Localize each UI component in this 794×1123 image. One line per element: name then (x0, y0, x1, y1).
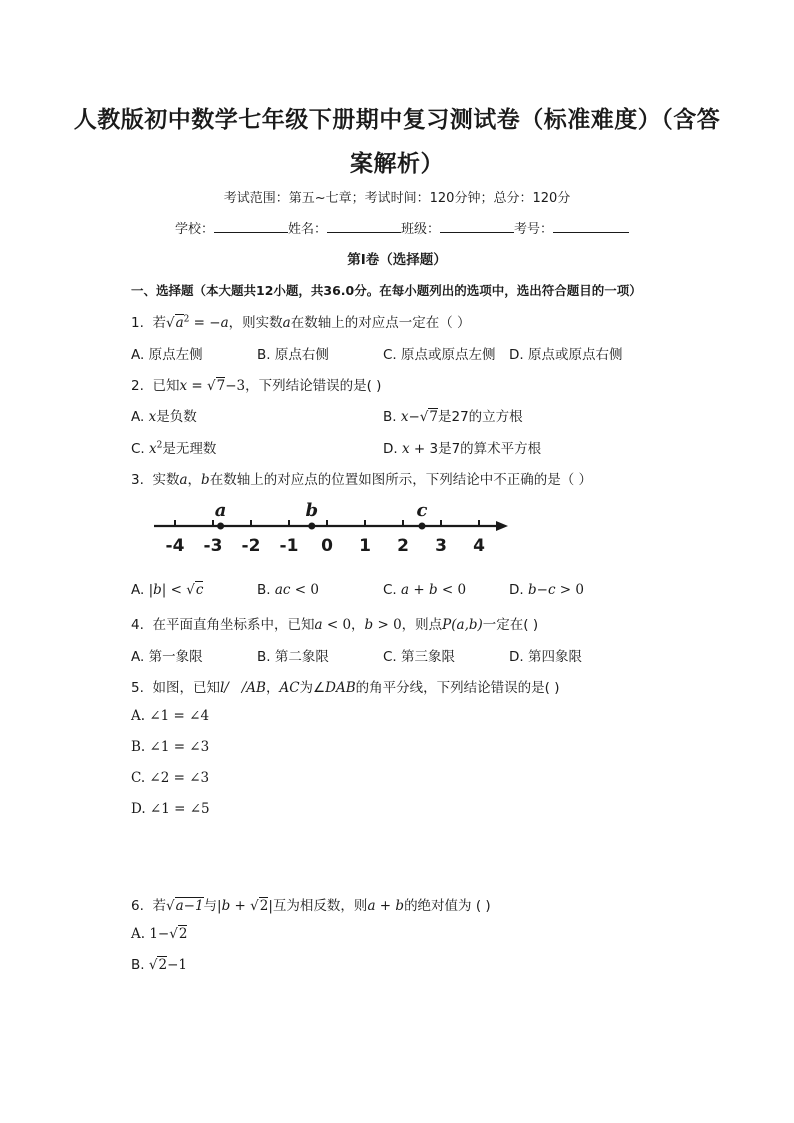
option-minus: − (536, 582, 548, 598)
q4-option-b[interactable]: B. 第二象限 (257, 649, 329, 665)
q1-var: a (282, 315, 291, 331)
option-letter: D. (383, 441, 402, 457)
option-radicand: 7 (429, 409, 438, 425)
q3-option-b[interactable] (257, 582, 319, 598)
q4-coord: (a,b) (451, 617, 483, 633)
q5-var: l/ (219, 680, 229, 696)
q4-var: b (364, 617, 374, 633)
option-letter: B. (383, 409, 401, 425)
q3-text: 实数 (152, 472, 180, 488)
option-exponent: 2 (156, 440, 163, 451)
number-label: 考号： (514, 222, 554, 237)
option-plus: + (409, 582, 429, 598)
student-info-fields (175, 218, 629, 237)
number-line-tick-label: 0 (321, 536, 333, 556)
q1-option-d[interactable]: D. 原点或原点右侧 (509, 347, 623, 363)
q2-minus: −3 (225, 378, 246, 394)
option-compare: | < (161, 582, 187, 598)
number-line-tick-label: -4 (165, 536, 185, 556)
question-2: 2. 已知x = √7−3，下列结论错误的是( ) (131, 378, 382, 394)
q1-option-a[interactable]: A. 原点左侧 (131, 347, 203, 363)
q4-option-a[interactable]: A. 第一象限 (131, 649, 203, 665)
option-text: + 3是7的算术平方根 (409, 441, 542, 457)
number-line-point-label: c (416, 500, 428, 521)
option-text: 是27的立方根 (438, 409, 523, 425)
q5-var: /AB (241, 680, 266, 696)
question-number: 4. (131, 617, 144, 633)
question-number: 5. (131, 680, 144, 696)
option-var: b (428, 582, 438, 598)
name-label: 姓名： (288, 222, 328, 237)
q1-text: 在数轴上的对应点一定在（ ） (290, 315, 471, 331)
q5-var: DAB (325, 680, 356, 696)
name-field[interactable] (327, 220, 401, 233)
q6-option-a[interactable]: A. 1−√2 (131, 926, 188, 942)
q6-var: b (395, 898, 405, 914)
option-compare: < 0 (437, 582, 467, 598)
q2-option-a[interactable] (131, 405, 197, 425)
question-4 (131, 613, 538, 633)
q1-text: 若 (152, 315, 166, 331)
option-var: ac (274, 582, 291, 598)
option-letter: A. (131, 409, 149, 425)
q4-option-c[interactable]: C. 第三象限 (383, 649, 456, 665)
q1-radicand: a (175, 315, 184, 331)
q6-radicand: a−1 (175, 898, 204, 914)
number-line-tick-label: 3 (435, 536, 447, 556)
arrow-right-icon (496, 521, 508, 531)
question-3 (131, 468, 592, 488)
q6-var: a (367, 898, 376, 914)
q1-equals: = − (189, 315, 221, 331)
option-compare: > 0 (555, 582, 584, 598)
number-line-tick-label: 2 (397, 536, 409, 556)
q5-option-d[interactable]: D. ∠1 = ∠5 (131, 801, 210, 817)
q5-option-b[interactable]: B. ∠1 = ∠3 (131, 739, 210, 755)
q6-radicand: 2 (259, 898, 269, 914)
number-line-point (308, 523, 315, 530)
q3-option-a[interactable]: A. |b| < √c (131, 582, 204, 598)
option-var: x (148, 409, 157, 425)
number-line-figure (150, 496, 520, 558)
option-letter: D. (509, 582, 528, 598)
q5-text: 的角平分线，下列结论错误的是( ) (355, 680, 560, 696)
number-line-point (217, 523, 224, 530)
q2-text: 已知 (152, 378, 180, 394)
question-6: 6. 若√a−1与|b + √2|互为相反数，则a + b的绝对值为 ( ) (131, 898, 491, 914)
number-line-tick-label: 4 (473, 536, 485, 556)
q6-text: 的绝对值为 ( ) (404, 898, 491, 914)
option-var: a (401, 582, 410, 598)
page-title-line1: 人教版初中数学七年级下册期中复习测试卷（标准难度）（含答 (73, 106, 721, 133)
option-letter: C. (383, 582, 402, 598)
question-5 (131, 676, 559, 696)
q1-text: ，则实数 (228, 315, 283, 331)
q6-plus: + (375, 898, 396, 914)
q2-option-c[interactable] (131, 437, 216, 457)
option-text: 是负数 (156, 409, 197, 425)
q4-text: 一定在( ) (482, 617, 539, 633)
option-letter: A. 1− (131, 926, 170, 942)
q4-text: 在平面直角坐标系中，已知 (152, 617, 315, 633)
part-heading: 一、选择题（本大题共12小题，共36.0分。在每小题列出的选项中，选出符合题目的一项） (131, 283, 642, 298)
number-line-point-label: a (214, 500, 227, 521)
q3-option-d[interactable] (509, 582, 584, 598)
q3-var: b (201, 472, 210, 488)
q6-text: 若 (152, 898, 166, 914)
q2-radicand: 7 (216, 378, 226, 394)
q3-text: 在数轴上的对应点的位置如图所示，下列结论中不正确的是（ ） (209, 472, 592, 488)
q6-text: |互为相反数，则 (268, 898, 368, 914)
q4-cond: > 0，则点 (373, 617, 443, 633)
number-line-point (419, 523, 426, 530)
question-number: 2. (131, 378, 144, 394)
q6-option-b[interactable]: B. √2−1 (131, 957, 187, 973)
number-line-tick-label: -1 (279, 536, 299, 556)
option-letter: B. (257, 582, 275, 598)
school-field[interactable] (214, 220, 288, 233)
option-minus: − (408, 409, 420, 425)
option-compare: < 0 (290, 582, 319, 598)
school-label: 学校： (175, 222, 215, 237)
q1-option-c[interactable]: C. 原点或原点左侧 (383, 347, 496, 363)
option-var: x (401, 441, 410, 457)
number-field[interactable] (553, 220, 629, 233)
q2-text: ，下列结论错误的是( ) (245, 378, 382, 394)
option-var: x (400, 409, 409, 425)
page-title-line2: 案解析） (350, 150, 444, 177)
class-field[interactable] (440, 220, 514, 233)
q1-var: a (220, 315, 229, 331)
q5-var: AC (279, 680, 300, 696)
option-text: 是无理数 (162, 441, 217, 457)
number-line-tick-label: 1 (359, 536, 371, 556)
option-radicand: 2 (178, 926, 188, 942)
q3-option-c[interactable] (383, 582, 466, 598)
q3-comma: ， (187, 472, 202, 488)
option-var: b (153, 582, 162, 598)
q2-var: x (179, 378, 188, 394)
section-title: 第I卷（选择题） (347, 252, 447, 268)
option-var: x (149, 441, 157, 457)
q5-option-a[interactable]: A. ∠1 = ∠4 (131, 708, 210, 724)
q2-option-d[interactable] (383, 437, 541, 457)
option-letter: A. | (131, 582, 154, 598)
q6-text: 与| (203, 898, 222, 914)
number-line-point-label: b (305, 500, 319, 521)
number-line-tick-label: -2 (241, 536, 261, 556)
q4-cond: < 0， (322, 617, 365, 633)
option-letter: B. (131, 957, 149, 973)
q1-exponent: 2 (183, 314, 190, 325)
q5-text: 为∠ (299, 680, 326, 696)
q4-point: P (442, 617, 452, 633)
option-radicand: 2 (158, 957, 168, 973)
q5-option-c[interactable]: C. ∠2 = ∠3 (131, 770, 210, 786)
option-text: −1 (167, 957, 187, 973)
question-number: 3. (131, 472, 144, 488)
option-letter: C. (131, 441, 150, 457)
number-line-tick-label: -3 (203, 536, 223, 556)
class-label: 班级： (401, 222, 441, 237)
q6-var: b (221, 898, 231, 914)
question-1: 1. 若$√a^2 = -a$，则实数a在数轴上的对应点一定在（ ） (131, 314, 471, 331)
option-radicand: c (195, 582, 204, 598)
q5-comma: ， (265, 680, 280, 696)
q5-text: 如图，已知 (152, 680, 220, 696)
question-number: 6. (131, 898, 144, 914)
q4-option-d[interactable]: D. 第四象限 (509, 649, 582, 665)
exam-info: 考试范围：第五~七章；考试时间：120分钟；总分：120分 (223, 191, 571, 206)
option-var: b (527, 582, 537, 598)
q2-equals: = (187, 378, 208, 394)
option-var: c (547, 582, 556, 598)
question-number: 1. (131, 315, 144, 331)
q6-plus: + (230, 898, 251, 914)
q3-var: a (179, 472, 188, 488)
q2-option-b[interactable]: B. x−√7是27的立方根 (383, 409, 523, 425)
q1-option-b[interactable]: B. 原点右侧 (257, 347, 329, 363)
q4-var: a (314, 617, 323, 633)
